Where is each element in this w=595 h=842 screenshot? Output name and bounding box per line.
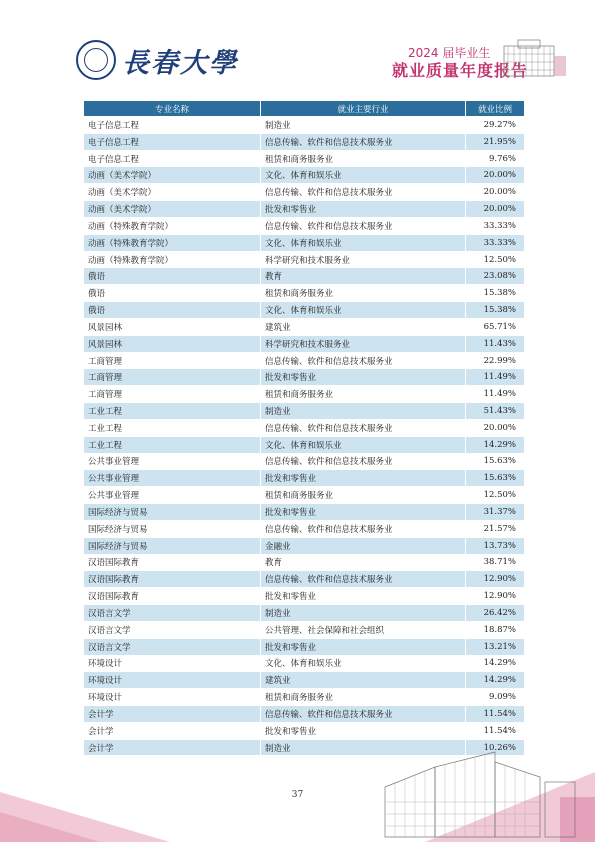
- cell-major: 工商管理: [84, 386, 261, 403]
- table-row: [84, 251, 525, 268]
- table-row: [84, 672, 525, 689]
- table-row: [84, 487, 525, 504]
- cell-ratio: 15.38%: [466, 302, 525, 319]
- cell-industry: 批发和零售业: [261, 504, 466, 521]
- cell-major: 风景园林: [84, 335, 261, 352]
- cell-ratio: 21.95%: [466, 133, 525, 150]
- cell-industry: 批发和零售业: [261, 470, 466, 487]
- table-row: [84, 689, 525, 706]
- cell-major: 公共事业管理: [84, 470, 261, 487]
- cell-major: 汉语国际教育: [84, 588, 261, 605]
- cell-industry: 信息传输、软件和信息技术服务业: [261, 571, 466, 588]
- report-title: 就业质量年度报告: [392, 61, 529, 80]
- cell-ratio: 29.27%: [466, 117, 525, 134]
- cell-industry: 信息传输、软件和信息技术服务业: [261, 133, 466, 150]
- cell-major: 风景园林: [84, 318, 261, 335]
- cell-major: 汉语言文学: [84, 605, 261, 622]
- table-row: [84, 184, 525, 201]
- cell-ratio: 20.00%: [466, 184, 525, 201]
- table-row: [84, 318, 525, 335]
- cell-industry: 文化、体育和娱乐业: [261, 167, 466, 184]
- cell-major: 动画（美术学院）: [84, 167, 261, 184]
- cell-ratio: 14.29%: [466, 655, 525, 672]
- cell-major: 汉语国际教育: [84, 571, 261, 588]
- column-header-major: 专业名称: [84, 101, 261, 117]
- employment-industry-table: [83, 100, 525, 756]
- cell-industry: 文化、体育和娱乐业: [261, 234, 466, 251]
- cell-industry: 批发和零售业: [261, 201, 466, 218]
- cell-ratio: 14.29%: [466, 436, 525, 453]
- cell-ratio: 20.00%: [466, 167, 525, 184]
- cell-ratio: 12.90%: [466, 571, 525, 588]
- cell-ratio: 12.90%: [466, 588, 525, 605]
- table-row: [84, 588, 525, 605]
- cell-major: 工业工程: [84, 419, 261, 436]
- cell-major: 国际经济与贸易: [84, 537, 261, 554]
- cell-ratio: 51.43%: [466, 403, 525, 420]
- university-logo-text: 長春大學: [122, 48, 238, 79]
- cell-major: 动画（特殊教育学院）: [84, 251, 261, 268]
- cell-ratio: 38.71%: [466, 554, 525, 571]
- cell-industry: 信息传输、软件和信息技术服务业: [261, 453, 466, 470]
- table-row: [84, 453, 525, 470]
- cell-industry: 批发和零售业: [261, 588, 466, 605]
- cell-major: 会计学: [84, 739, 261, 756]
- table-row: [84, 167, 525, 184]
- table-row: [84, 201, 525, 218]
- cell-ratio: 15.38%: [466, 285, 525, 302]
- cell-ratio: 18.87%: [466, 621, 525, 638]
- cell-major: 国际经济与贸易: [84, 520, 261, 537]
- cell-major: 工商管理: [84, 369, 261, 386]
- campus-building-icon: [498, 38, 568, 80]
- table-row: [84, 133, 525, 150]
- cell-industry: 金融业: [261, 537, 466, 554]
- cell-industry: 教育: [261, 268, 466, 285]
- cell-major: 汉语国际教育: [84, 554, 261, 571]
- cell-ratio: 11.49%: [466, 386, 525, 403]
- cell-industry: 租赁和商务服务业: [261, 150, 466, 167]
- cell-industry: 制造业: [261, 117, 466, 134]
- cell-industry: 信息传输、软件和信息技术服务业: [261, 705, 466, 722]
- table-row: [84, 705, 525, 722]
- cell-ratio: 15.63%: [466, 453, 525, 470]
- cell-ratio: 9.09%: [466, 689, 525, 706]
- cell-major: 动画（美术学院）: [84, 184, 261, 201]
- cell-industry: 制造业: [261, 605, 466, 622]
- cell-major: 电子信息工程: [84, 150, 261, 167]
- cell-ratio: 13.73%: [466, 537, 525, 554]
- cell-industry: 信息传输、软件和信息技术服务业: [261, 419, 466, 436]
- cell-major: 俄语: [84, 302, 261, 319]
- cell-industry: 批发和零售业: [261, 722, 466, 739]
- cell-major: 工业工程: [84, 403, 261, 420]
- cell-ratio: 33.33%: [466, 217, 525, 234]
- cell-major: 公共事业管理: [84, 487, 261, 504]
- cell-major: 俄语: [84, 268, 261, 285]
- cell-industry: 租赁和商务服务业: [261, 285, 466, 302]
- table-row: [84, 403, 525, 420]
- report-year: 2024 届毕业生: [408, 46, 491, 60]
- cell-industry: 制造业: [261, 739, 466, 756]
- table-row: [84, 554, 525, 571]
- cell-ratio: 20.00%: [466, 201, 525, 218]
- table-row: [84, 217, 525, 234]
- cell-major: 动画（特殊教育学院）: [84, 217, 261, 234]
- cell-industry: 科学研究和技术服务业: [261, 335, 466, 352]
- cell-ratio: 9.76%: [466, 150, 525, 167]
- table-row: [84, 234, 525, 251]
- cell-major: 动画（美术学院）: [84, 201, 261, 218]
- table-row: [84, 150, 525, 167]
- table-row: [84, 621, 525, 638]
- cell-ratio: 22.99%: [466, 352, 525, 369]
- cell-industry: 公共管理、社会保障和社会组织: [261, 621, 466, 638]
- cell-ratio: 11.49%: [466, 369, 525, 386]
- cell-ratio: 11.43%: [466, 335, 525, 352]
- cell-ratio: 21.57%: [466, 520, 525, 537]
- cell-industry: 建筑业: [261, 672, 466, 689]
- cell-industry: 教育: [261, 554, 466, 571]
- cell-industry: 信息传输、软件和信息技术服务业: [261, 520, 466, 537]
- cell-ratio: 65.71%: [466, 318, 525, 335]
- table-row: [84, 352, 525, 369]
- cell-major: 工商管理: [84, 352, 261, 369]
- page-number: 37: [291, 790, 304, 800]
- cell-industry: 文化、体育和娱乐业: [261, 302, 466, 319]
- cell-industry: 批发和零售业: [261, 638, 466, 655]
- column-header-ratio: 就业比例: [466, 101, 525, 117]
- cell-major: 环境设计: [84, 672, 261, 689]
- cell-industry: 建筑业: [261, 318, 466, 335]
- table-row: [84, 504, 525, 521]
- table-row: [84, 369, 525, 386]
- table-row: [84, 520, 525, 537]
- cell-industry: 文化、体育和娱乐业: [261, 655, 466, 672]
- table-row: [84, 571, 525, 588]
- cell-industry: 文化、体育和娱乐业: [261, 436, 466, 453]
- cell-ratio: 14.29%: [466, 672, 525, 689]
- table-row: [84, 117, 525, 134]
- cell-major: 环境设计: [84, 689, 261, 706]
- cell-major: 俄语: [84, 285, 261, 302]
- cell-ratio: 26.42%: [466, 605, 525, 622]
- table-row: [84, 638, 525, 655]
- cell-major: 会计学: [84, 722, 261, 739]
- page-header: [0, 0, 595, 95]
- table-header-row: [84, 101, 525, 117]
- cell-major: 国际经济与贸易: [84, 504, 261, 521]
- column-header-industry: 就业主要行业: [261, 101, 466, 117]
- cell-major: 汉语言文学: [84, 621, 261, 638]
- cell-ratio: 11.54%: [466, 705, 525, 722]
- cell-ratio: 23.08%: [466, 268, 525, 285]
- table-row: [84, 605, 525, 622]
- cell-ratio: 12.50%: [466, 487, 525, 504]
- table-row: [84, 537, 525, 554]
- cell-major: 电子信息工程: [84, 117, 261, 134]
- cell-industry: 租赁和商务服务业: [261, 386, 466, 403]
- table-row: [84, 285, 525, 302]
- table-row: [84, 268, 525, 285]
- cell-major: 动画（特殊教育学院）: [84, 234, 261, 251]
- cell-ratio: 10.26%: [466, 739, 525, 756]
- campus-illustration-icon: [365, 742, 595, 842]
- table-row: [84, 655, 525, 672]
- cell-major: 电子信息工程: [84, 133, 261, 150]
- cell-major: 会计学: [84, 705, 261, 722]
- cell-industry: 制造业: [261, 403, 466, 420]
- decorative-corner-left: [0, 782, 170, 842]
- cell-industry: 信息传输、软件和信息技术服务业: [261, 352, 466, 369]
- cell-industry: 租赁和商务服务业: [261, 689, 466, 706]
- cell-industry: 信息传输、软件和信息技术服务业: [261, 184, 466, 201]
- cell-ratio: 15.63%: [466, 470, 525, 487]
- cell-industry: 科学研究和技术服务业: [261, 251, 466, 268]
- cell-major: 工业工程: [84, 436, 261, 453]
- cell-ratio: 11.54%: [466, 722, 525, 739]
- cell-industry: 信息传输、软件和信息技术服务业: [261, 217, 466, 234]
- cell-major: 环境设计: [84, 655, 261, 672]
- table-row: [84, 302, 525, 319]
- cell-major: 公共事业管理: [84, 453, 261, 470]
- cell-industry: 租赁和商务服务业: [261, 487, 466, 504]
- table-row: [84, 419, 525, 436]
- table-row: [84, 722, 525, 739]
- university-seal-icon: [76, 40, 116, 80]
- cell-ratio: 20.00%: [466, 419, 525, 436]
- cell-ratio: 33.33%: [466, 234, 525, 251]
- cell-industry: 批发和零售业: [261, 369, 466, 386]
- cell-major: 汉语言文学: [84, 638, 261, 655]
- table-row: [84, 386, 525, 403]
- cell-ratio: 12.50%: [466, 251, 525, 268]
- table-row: [84, 335, 525, 352]
- table-row: [84, 436, 525, 453]
- cell-ratio: 13.21%: [466, 638, 525, 655]
- table-row: [84, 470, 525, 487]
- cell-ratio: 31.37%: [466, 504, 525, 521]
